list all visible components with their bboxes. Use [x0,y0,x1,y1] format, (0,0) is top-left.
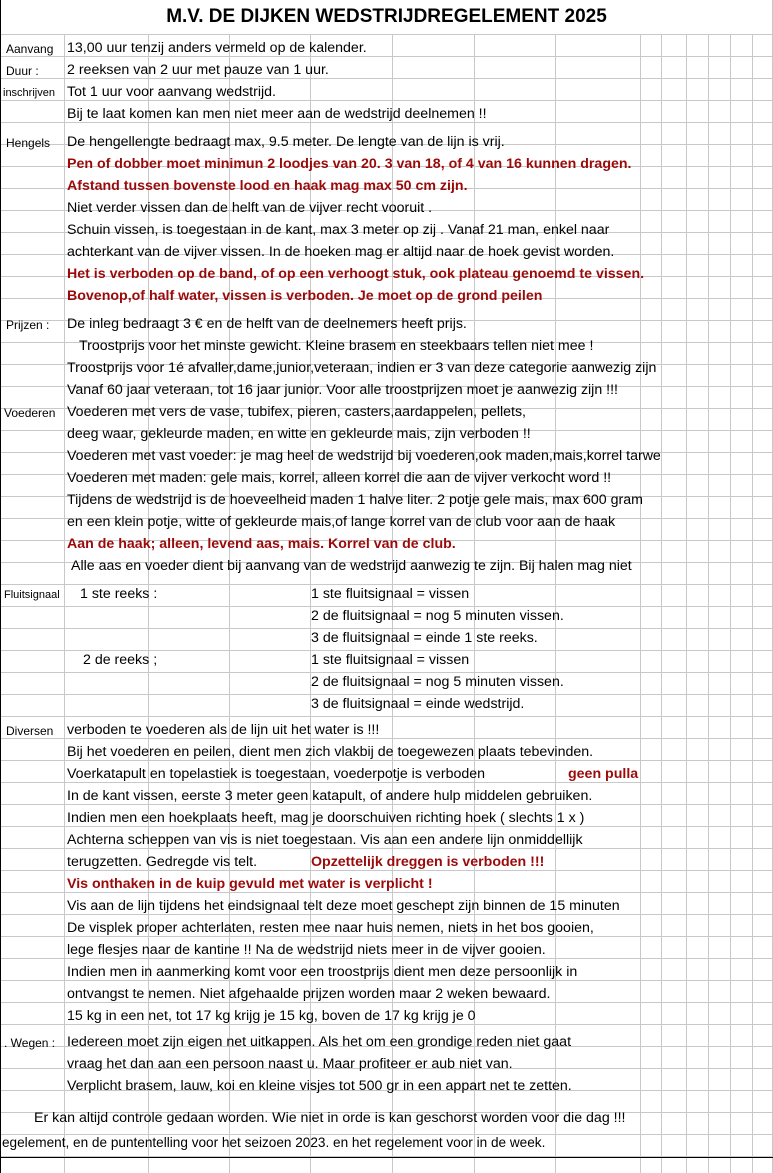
line-diversen-14: 15 kg in een net, tot 17 kg krijg je 15 kg, boven de 17 kg krijg je 0 [67,1008,476,1024]
line-diversen-4: In de kant vissen, eerste 3 meter geen katapult, of andere hulp middelen gebruiken. [67,788,593,804]
line-diversen-3: Voerkatapult en topelastiek is toegestaan, voederpotje is verboden [67,766,486,782]
line-diversen-10: De visplek proper achterlaten, resten mee naar huis nemen, niets in het bos gooien, [67,920,594,936]
line-aanvang: 13,00 uur tenzij anders vermeld op de kalender. [67,40,367,56]
line-hengels-1: De hengellengte bedraagt max, 9.5 meter. De lengte van de lijn is vrij. [67,134,505,150]
label-fluitsignaal: Fluitsignaal [4,589,60,601]
line-diversen-7: terugzetten. Gedregde vis telt. [67,854,258,870]
line-diversen-5: Indien men een hoekplaats heeft, mag je doorschuiven richting hoek ( slechts 1 x ) [67,810,585,826]
line-inschrijven: Tot 1 uur voor aanvang wedstrijd. [67,84,276,100]
line-voederen-6: en een klein potje, witte of gekleurde mais,of lange korrel van de club voor aan de haak [67,514,616,530]
line-prijzen-3: Troostprijs voor 1é afvaller,dame,junior,veteraan, indien er 3 van deze categorie aanwezig zijn [67,360,657,376]
line-signaal-2b: 2 de fluitsignaal = nog 5 minuten vissen. [311,674,564,690]
line-diversen-1: verboden te voederen als de lijn uit het water is !!! [67,722,380,738]
line-diversen-3-red: geen pulla [568,766,639,782]
line-duur: 2 reeksen van 2 uur met pauze van 1 uur. [67,62,329,78]
line-voederen-7: Aan de haak; alleen, levend aas, mais. Korrel van de club. [67,536,456,552]
line-voederen-4: Voederen met maden: gele mais, korrel, alleen korrel die aan de vijver verkocht word !! [67,470,612,486]
page-title: M.V. DE DIJKEN WEDSTRIJDREGELEMENT 2025 [166,6,607,27]
line-diversen-9: Vis aan de lijn tijdens het eindsignaal telt deze moet geschept zijn binnen de 15 minuten [67,898,620,914]
line-diversen-7-red: Opzettelijk dreggen is verboden !!! [311,854,545,870]
line-voederen-3: Voederen met vast voeder: je mag heel de wedstrijd bij voederen,ook maden,mais,korrel tarwe [67,448,661,464]
line-reeks-2: 2 de reeks ; [83,652,158,668]
line-signaal-1b: 2 de fluitsignaal = nog 5 minuten vissen. [311,608,564,624]
line-hengels-4: Niet verder vissen dan de helft van de vijver recht vooruit . [67,200,433,216]
label-diversen: Diversen [6,724,54,738]
line-diversen-6: Achterna scheppen van vis is niet toegestaan. Vis aan een andere lijn onmiddellijk [67,832,583,848]
line-signaal-2c: 3 de fluitsignaal = einde wedstrijd. [311,696,525,712]
label-aanvang: Aanvang [6,42,54,56]
line-voederen-5: Tijdens de wedstrijd is de hoeveelheid maden 1 halve liter. 2 potje gele mais, max 600 gram [67,492,643,508]
line-voederen-1: Voederen met vers de vase, tubifex, pieren, casters,aardappelen, pellets, [67,404,527,420]
line-wegen-3: Verplicht brasem, lauw, koi en kleine visjes tot 500 gr in een appart net te zetten. [67,1078,572,1094]
line-hengels-5: Schuin vissen, is toegestaan in de kant, max 3 meter op zij . Vanaf 21 man, enkel naar [67,222,610,238]
line-prijzen-1: De inleg bedraagt 3 € en de helft van de deelnemers heeft prijs. [67,316,467,332]
line-hengels-8: Bovenop,of half water, vissen is verboden. Je moet op de grond peilen [67,288,543,304]
label-prijzen: Prijzen : [6,318,50,332]
line-diversen-13: ontvangst te nemen. Niet afgehaalde prijzen worden maar 2 weken bewaard. [67,986,551,1002]
label-voederen: Voederen [4,406,56,420]
line-wegen-1: Iedereen moet zijn eigen net uitkappen. Als het om een grondige reden niet gaat [67,1034,572,1050]
line-footer: egelement, en de puntentelling voor het seizoen 2023. en het regelement voor in de week. [2,1135,546,1150]
line-prijzen-4: Vanaf 60 jaar veteraan, tot 16 jaar junior. Voor alle troostprijzen moet je aanwezig zijn !!! [67,382,618,398]
label-inschrijven: inschrijven [3,87,55,99]
line-voederen-2: deeg waar, gekleurde maden, en witte en gekleurde mais, zijn verboden !! [67,426,531,442]
line-hengels-2: Pen of dobber moet minimun 2 loodjes van 20. 3 van 18, of 4 van 16 kunnen dragen. [67,156,632,172]
line-prijzen-2: Troostprijs voor het minste gewicht. Kleine brasem en steekbaars tellen niet mee ! [79,338,594,354]
line-hengels-6: achterkant van de vijver vissen. In de hoeken mag er altijd naar de hoek gevist worden. [67,244,615,260]
line-signaal-1c: 3 de fluitsignaal = einde 1 ste reeks. [311,630,538,646]
line-te-laat: Bij te laat komen kan men niet meer aan de wedstrijd deelnemen !! [67,106,487,122]
label-duur: Duur : [6,64,39,78]
line-wegen-2: vraag het dan aan een persoon naast u. Maar profiteer er aub niet van. [67,1056,513,1072]
label-hengels: Hengels [6,136,51,150]
line-signaal-2a: 1 ste fluitsignaal = vissen [311,652,470,668]
line-diversen-12: Indien men in aanmerking komt voor een troostprijs dient men deze persoonlijk in [67,964,578,980]
line-reeks-1: 1 ste reeks : [80,586,158,602]
line-voederen-8: Alle aas en voeder dient bij aanvang van de wedstrijd aanwezig te zijn. Bij halen mag niet [71,558,632,574]
line-diversen-11: lege flesjes naar de kantine !! Na de wedstrijd niets meer in de vijver gooien. [67,942,546,958]
line-hengels-3: Afstand tussen bovenste lood en haak mag max 50 cm zijn. [67,178,468,194]
line-controle: Er kan altijd controle gedaan worden. Wie niet in orde is kan geschorst worden voor die dag !!! [34,1110,626,1126]
line-diversen-8: Vis onthaken in de kuip gevuld met water is verplicht ! [67,876,433,892]
line-diversen-2: Bij het voederen en peilen, dient men zich vlakbij de toegewezen plaats tebevinden. [67,744,594,760]
line-hengels-7: Het is verboden op de band, of op een verhoogt stuk, ook plateau genoemd te vissen. [67,266,645,282]
line-signaal-1a: 1 ste fluitsignaal = vissen [311,586,470,602]
label-wegen: . Wegen : [4,1036,56,1050]
